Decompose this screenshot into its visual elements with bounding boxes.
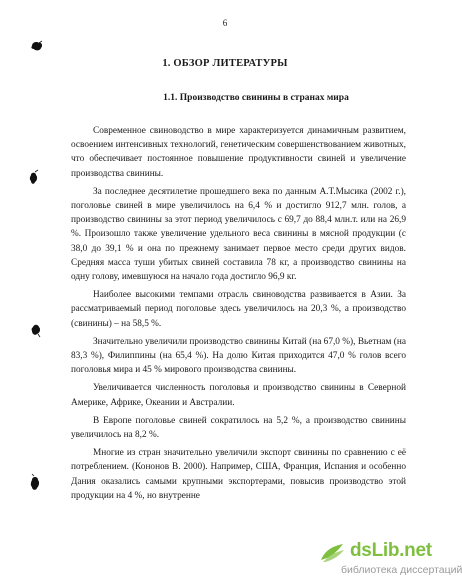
paragraph: В Европе поголовье свиней сократилось на 5,2 %, а производство свинины увеличилось на 8,2 %. [71, 415, 406, 441]
ink-blot-icon [28, 170, 40, 186]
dslib-logo-icon [317, 540, 347, 564]
watermark-domain: dsLib.net [350, 540, 432, 561]
paragraph: Значительно увеличили производство свинины Китай (на 67,0 %), Вьетнам (на 83,3 %), Филиппины (на 65,4 %). На долю Китая приходится 47,0 % голов всего поголовья мира и 45 % мирового производства свинины. [71, 336, 406, 376]
body-text [71, 124, 406, 507]
paragraph: Увеличивается численность поголовья и производство свинины в Северной Америке, Африке, Океании и Австралии. [71, 383, 406, 408]
page-number: 6 [222, 18, 228, 28]
paragraph: За последнее десятилетие прошедшего века по данным А.Т.Мысика (2002 г.), поголовье свиней в мире увеличилось на 6,4 % и достигло 912,7 млн. голов, а производство свинины за этот период увеличилось с 69,7 до 88,4 млн.т. или на 26,9 %. Произошло также увеличение удельного веса свинины в мясной продукции (с 38,0 до 39,1 % и она по прежнему занимает первое место среди других видов. Средняя масса туши убитых свиней составила 78 кг, а производство свинины на одну голову, имевшуюся на начало года достигло 96,9 кг. [71, 186, 406, 283]
paragraph: Современное свиноводство в мире характеризуется динамичным развитием, освоением интенсивных технологий, генетическим совершенствованием животных, что обеспечивает постоянное повышение продуктивности свиней и увеличение производства свинины. [71, 126, 406, 179]
ink-blot-icon [30, 40, 44, 52]
paragraph: Наиболее высокими темпами отрасль свиноводства развивается в Азии. За рассматриваемый период поголовье здесь увеличилось на 20,3 %, а производство (свинины) – на 58,5 %. [71, 290, 406, 329]
watermark-tagline: библиотека диссертаций [341, 564, 462, 576]
watermark [305, 540, 462, 578]
section-heading: 1. ОБЗОР ЛИТЕРАТУРЫ [162, 58, 288, 69]
ink-blot-icon [29, 474, 42, 492]
subsection-heading: 1.1. Производство свинины в странах мира [163, 93, 349, 103]
paragraph: Многие из стран значительно увеличили экспорт свинины по сравнению с её потреблением. (Кононов В. 2000). Например, США, Франция, Испания и особенно Дания оказались самыми крупными экспортерами, повысив производство этой продукции на 4 %, но внутренне [71, 448, 406, 501]
ink-blot-icon [30, 323, 42, 337]
